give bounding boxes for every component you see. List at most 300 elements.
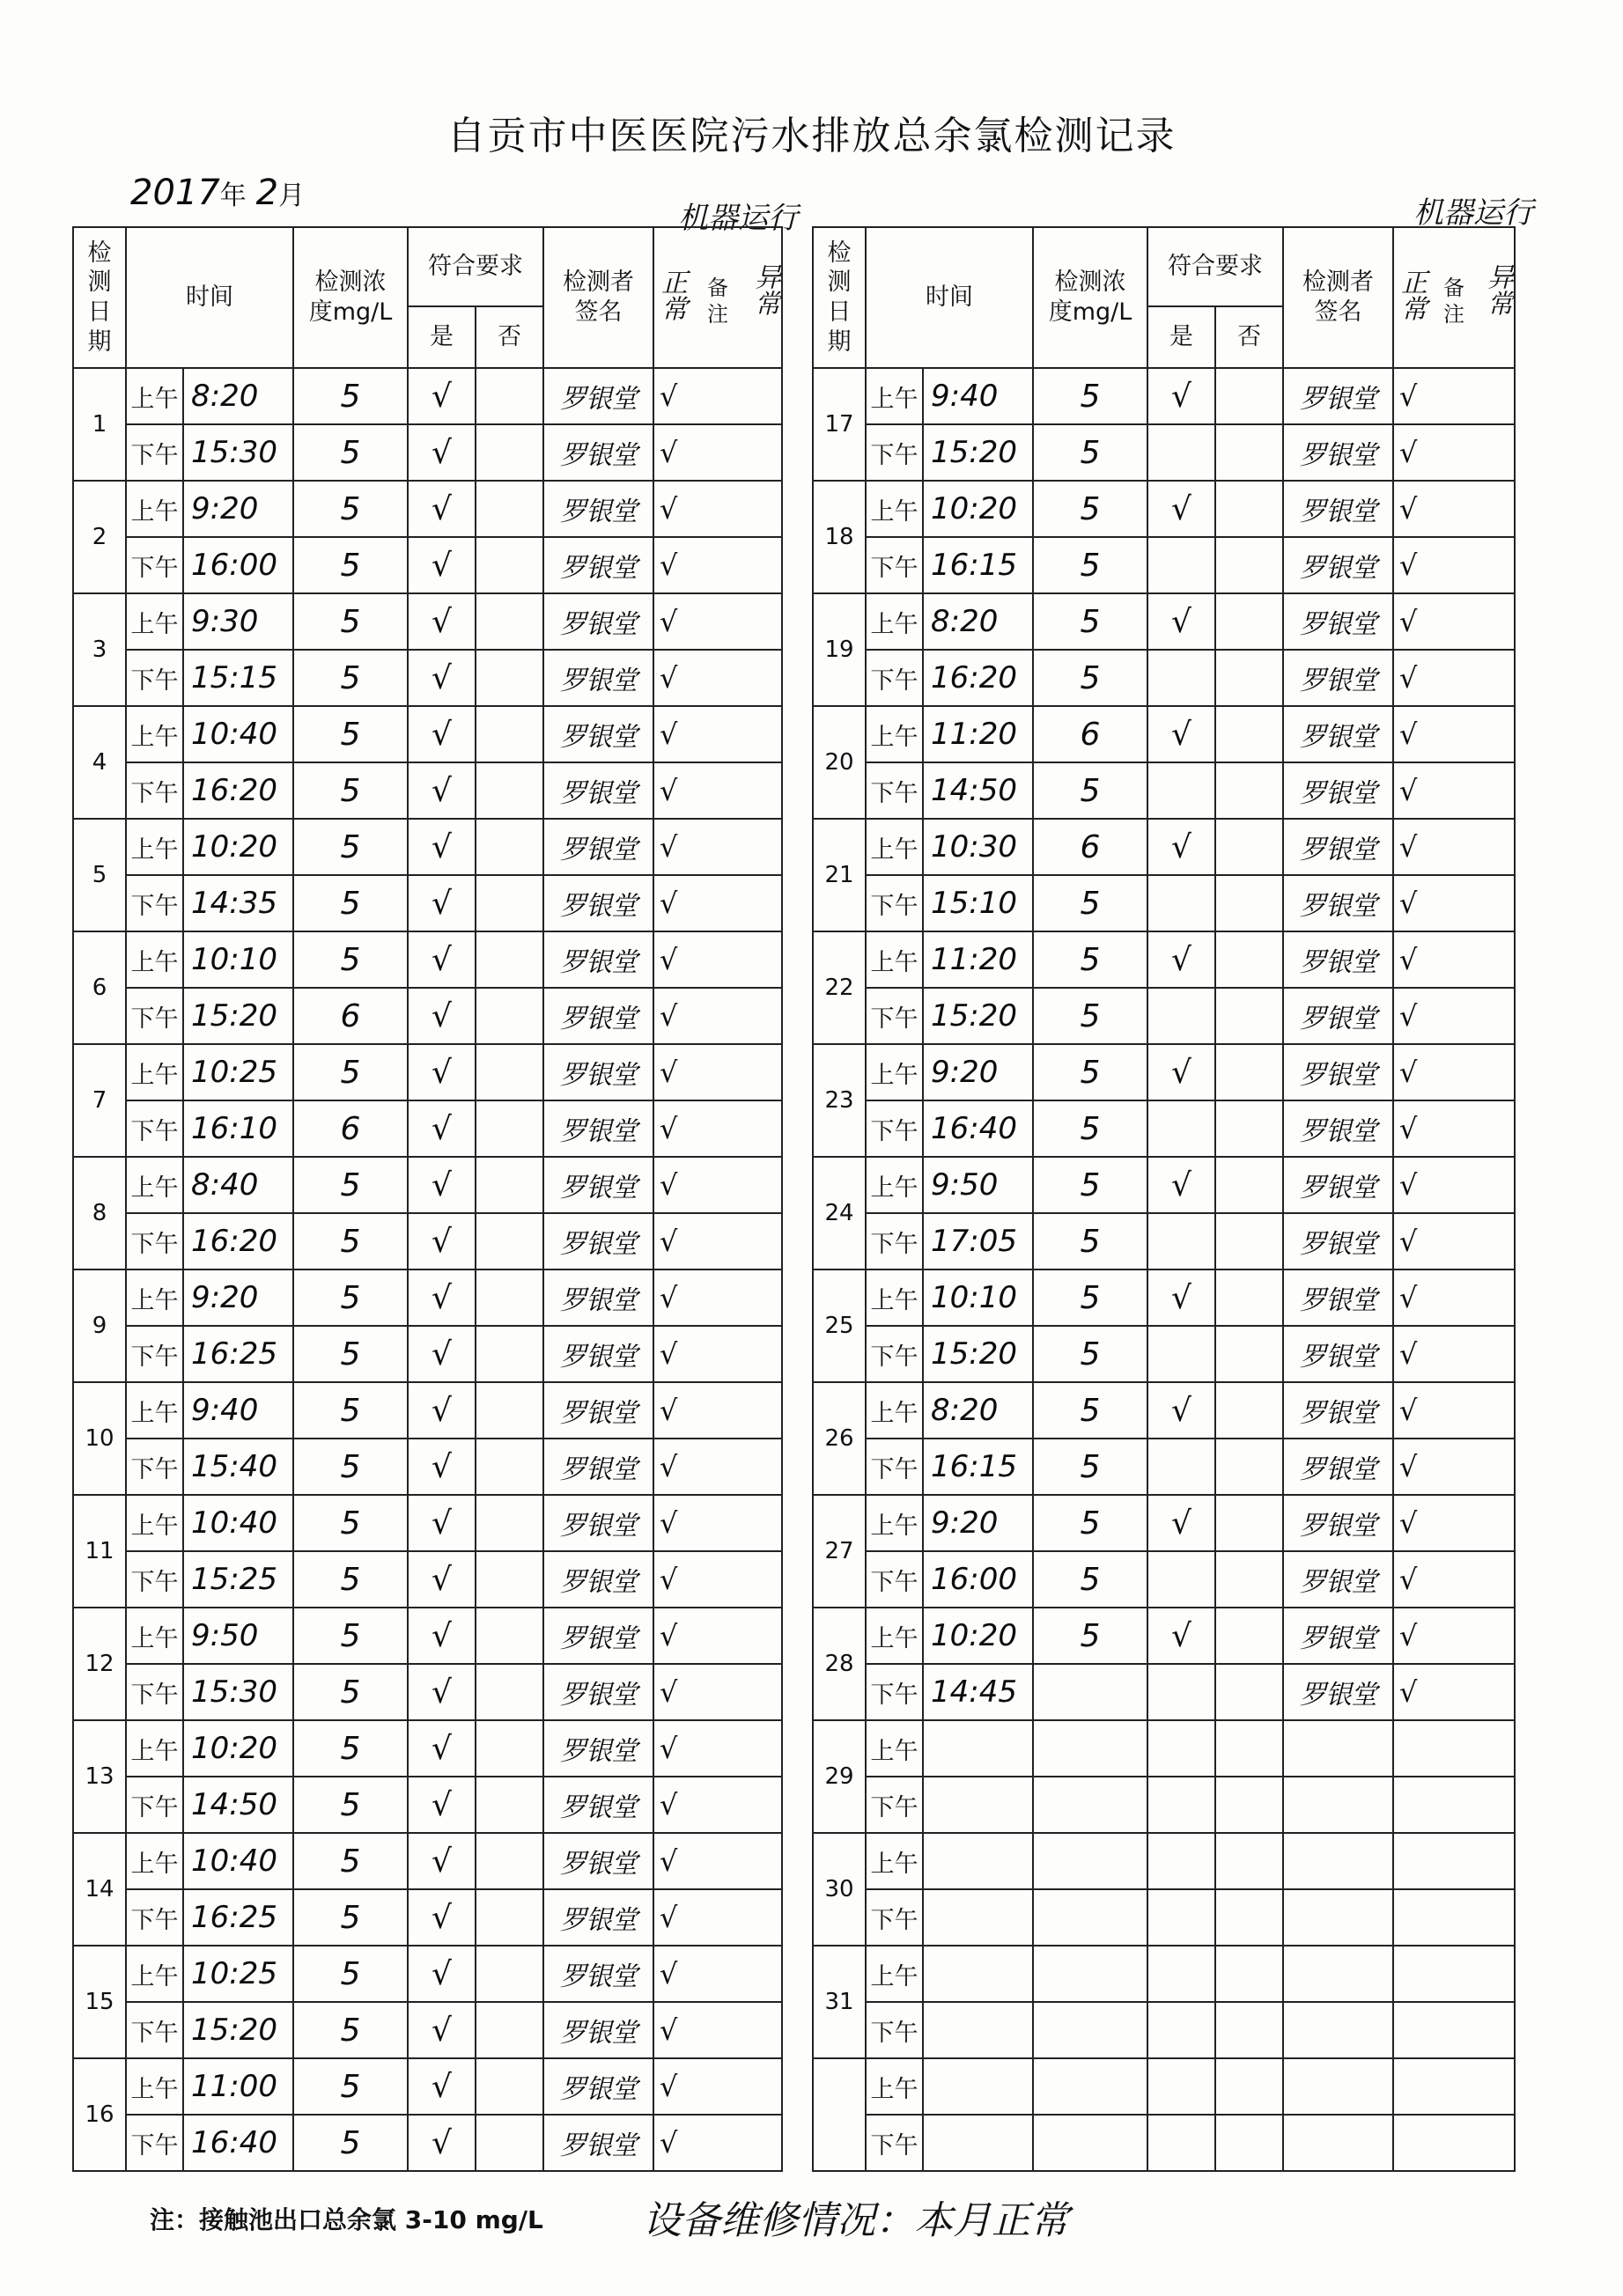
table-row	[813, 2002, 1515, 2058]
remark-normal-mark: √	[653, 537, 782, 593]
inspector-signature: 罗银堂	[543, 1044, 653, 1100]
inspector-signature	[1283, 2115, 1393, 2171]
header-inspector: 检测者 签名	[1283, 227, 1393, 368]
inspector-signature: 罗银堂	[543, 1946, 653, 2002]
table-row	[813, 931, 1515, 988]
day-number: 25	[813, 1269, 866, 1382]
concentration-value: 5	[293, 819, 408, 875]
inspector-signature	[1283, 1946, 1393, 2002]
table-row	[813, 1269, 1515, 1326]
period-label: 上午	[126, 1382, 183, 1439]
period-label: 下午	[866, 2115, 923, 2171]
remark-normal-mark: √	[653, 1044, 782, 1100]
date-month-unit: 月	[278, 180, 306, 211]
inspector-signature: 罗银堂	[1283, 819, 1393, 875]
compliance-yes-mark: √	[408, 1664, 476, 1720]
compliance-no-mark	[1215, 593, 1283, 650]
compliance-yes-mark: √	[1147, 593, 1215, 650]
compliance-no-mark	[1215, 2058, 1283, 2115]
header-concentration: 检测浓 度mg/L	[293, 227, 408, 368]
inspector-signature: 罗银堂	[1283, 1044, 1393, 1100]
table-row	[73, 988, 782, 1044]
remark-normal-mark: √	[653, 481, 782, 537]
table-row	[73, 1608, 782, 1664]
compliance-no-mark	[476, 931, 543, 988]
remark-normal-mark: √	[1393, 1439, 1515, 1495]
compliance-yes-mark: √	[408, 1269, 476, 1326]
inspector-signature: 罗银堂	[1283, 875, 1393, 931]
day-number: 20	[813, 706, 866, 819]
table-row	[813, 424, 1515, 481]
period-label: 上午	[866, 2058, 923, 2115]
time-value: 11:00	[183, 2058, 293, 2115]
table-row	[73, 1382, 782, 1439]
inspector-signature: 罗银堂	[543, 988, 653, 1044]
table-row	[73, 819, 782, 875]
concentration-value: 5	[293, 593, 408, 650]
concentration-value: 5	[293, 1664, 408, 1720]
period-label: 下午	[126, 1213, 183, 1269]
period-label: 下午	[866, 537, 923, 593]
time-value: 8:40	[183, 1157, 293, 1213]
remark-normal-mark: √	[1393, 1664, 1515, 1720]
date-month: 2	[255, 173, 279, 213]
time-value: 15:30	[183, 1664, 293, 1720]
day-number	[813, 2058, 866, 2171]
time-value: 15:30	[183, 424, 293, 481]
concentration-value: 5	[1033, 424, 1147, 481]
table-row	[813, 1439, 1515, 1495]
table-row	[73, 875, 782, 931]
time-value: 9:40	[923, 368, 1033, 424]
day-number: 2	[73, 481, 126, 593]
period-label: 下午	[126, 1664, 183, 1720]
remark-normal-mark: √	[653, 875, 782, 931]
concentration-value: 5	[293, 1777, 408, 1833]
compliance-no-mark	[476, 762, 543, 819]
compliance-yes-mark	[1147, 424, 1215, 481]
compliance-no-mark	[476, 1777, 543, 1833]
compliance-no-mark	[476, 988, 543, 1044]
concentration-value: 5	[293, 1946, 408, 2002]
time-value: 8:20	[923, 593, 1033, 650]
time-value	[923, 2002, 1033, 2058]
table-row	[73, 2002, 782, 2058]
inspector-signature: 罗银堂	[543, 875, 653, 931]
inspector-signature: 罗银堂	[1283, 1157, 1393, 1213]
compliance-no-mark	[476, 1382, 543, 1439]
concentration-value: 5	[293, 1495, 408, 1551]
table-row	[813, 1044, 1515, 1100]
remark-normal-mark: √	[653, 1100, 782, 1157]
concentration-value: 5	[1033, 1100, 1147, 1157]
compliance-yes-mark: √	[408, 537, 476, 593]
table-row	[813, 1213, 1515, 1269]
inspector-signature: 罗银堂	[543, 819, 653, 875]
table-row	[73, 1889, 782, 1946]
compliance-yes-mark: √	[1147, 1269, 1215, 1326]
compliance-yes-mark: √	[1147, 706, 1215, 762]
compliance-yes-mark	[1147, 537, 1215, 593]
period-label: 下午	[866, 1100, 923, 1157]
header-no: 否	[1215, 306, 1283, 368]
compliance-yes-mark: √	[408, 988, 476, 1044]
remark-normal-mark: √	[653, 1551, 782, 1608]
table-row	[73, 1157, 782, 1213]
concentration-value: 5	[293, 1608, 408, 1664]
period-label: 下午	[866, 988, 923, 1044]
inspector-signature: 罗银堂	[543, 424, 653, 481]
inspector-signature: 罗银堂	[543, 2002, 653, 2058]
concentration-value: 6	[293, 988, 408, 1044]
inspector-signature: 罗银堂	[543, 1439, 653, 1495]
table-row	[73, 1664, 782, 1720]
remark-normal-mark: √	[1393, 762, 1515, 819]
time-value: 16:20	[183, 762, 293, 819]
compliance-no-mark	[1215, 481, 1283, 537]
time-value	[923, 2115, 1033, 2171]
concentration-value: 5	[1033, 875, 1147, 931]
inspector-signature	[1283, 1720, 1393, 1777]
compliance-no-mark	[476, 819, 543, 875]
inspector-signature: 罗银堂	[543, 481, 653, 537]
remark-normal-mark: √	[1393, 481, 1515, 537]
remark-normal-mark: √	[1393, 988, 1515, 1044]
day-number: 22	[813, 931, 866, 1044]
compliance-yes-mark	[1147, 762, 1215, 819]
compliance-no-mark	[476, 368, 543, 424]
inspector-signature	[1283, 1833, 1393, 1889]
inspector-signature: 罗银堂	[543, 1777, 653, 1833]
compliance-no-mark	[476, 1044, 543, 1100]
compliance-no-mark	[476, 1100, 543, 1157]
concentration-value	[1033, 2115, 1147, 2171]
day-number: 29	[813, 1720, 866, 1833]
compliance-yes-mark	[1147, 1551, 1215, 1608]
compliance-yes-mark: √	[408, 1213, 476, 1269]
compliance-yes-mark: √	[408, 2058, 476, 2115]
compliance-no-mark	[476, 1326, 543, 1382]
table-row	[73, 1720, 782, 1777]
concentration-value: 5	[293, 1157, 408, 1213]
time-value: 10:25	[183, 1044, 293, 1100]
inspector-signature: 罗银堂	[543, 2115, 653, 2171]
time-value: 10:10	[183, 931, 293, 988]
time-value: 16:40	[923, 1100, 1033, 1157]
compliance-yes-mark: √	[1147, 1157, 1215, 1213]
inspector-signature: 罗银堂	[543, 368, 653, 424]
compliance-yes-mark	[1147, 1326, 1215, 1382]
table-row	[73, 1439, 782, 1495]
concentration-value: 5	[293, 1720, 408, 1777]
period-label: 下午	[866, 1777, 923, 1833]
period-label: 下午	[126, 650, 183, 706]
compliance-no-mark	[1215, 931, 1283, 988]
concentration-value: 5	[1033, 1213, 1147, 1269]
table-row	[73, 1495, 782, 1551]
remark-normal-mark: √	[1393, 537, 1515, 593]
period-label: 上午	[126, 1720, 183, 1777]
compliance-no-mark	[1215, 537, 1283, 593]
compliance-yes-mark: √	[408, 1551, 476, 1608]
table-row	[813, 1382, 1515, 1439]
table-row	[813, 1608, 1515, 1664]
concentration-value	[1033, 1777, 1147, 1833]
inspector-signature: 罗银堂	[543, 1326, 653, 1382]
time-value: 16:15	[923, 1439, 1033, 1495]
day-number: 10	[73, 1382, 126, 1495]
remark-normal-mark	[1393, 2002, 1515, 2058]
time-value: 14:50	[923, 762, 1033, 819]
compliance-yes-mark: √	[408, 875, 476, 931]
inspector-signature: 罗银堂	[1283, 1100, 1393, 1157]
compliance-no-mark	[1215, 1495, 1283, 1551]
compliance-yes-mark: √	[408, 1777, 476, 1833]
time-value: 16:15	[923, 537, 1033, 593]
period-label: 上午	[866, 1946, 923, 2002]
remark-normal-mark: √	[1393, 424, 1515, 481]
inspector-signature: 罗银堂	[1283, 1382, 1393, 1439]
compliance-yes-mark	[1147, 2058, 1215, 2115]
inspector-signature: 罗银堂	[543, 1100, 653, 1157]
table-row	[73, 593, 782, 650]
table-row	[813, 1833, 1515, 1889]
concentration-value: 5	[293, 1833, 408, 1889]
footer-handwriting: 设备维修情况：本月正常	[643, 2198, 1069, 2243]
time-value: 9:20	[183, 1269, 293, 1326]
time-value: 15:20	[923, 1326, 1033, 1382]
compliance-yes-mark: √	[408, 1608, 476, 1664]
concentration-value: 5	[293, 2002, 408, 2058]
compliance-yes-mark: √	[408, 424, 476, 481]
day-number: 8	[73, 1157, 126, 1269]
period-label: 上午	[866, 1495, 923, 1551]
inspector-signature	[1283, 1889, 1393, 1946]
top-note-right: 机器运行	[1413, 195, 1533, 231]
compliance-yes-mark: √	[408, 481, 476, 537]
day-number: 19	[813, 593, 866, 706]
period-label: 上午	[126, 1269, 183, 1326]
inspector-signature: 罗银堂	[543, 1157, 653, 1213]
compliance-yes-mark	[1147, 1889, 1215, 1946]
inspector-signature: 罗银堂	[543, 762, 653, 819]
compliance-yes-mark: √	[1147, 931, 1215, 988]
time-value: 11:20	[923, 706, 1033, 762]
period-label: 上午	[126, 931, 183, 988]
header-no: 否	[476, 306, 543, 368]
compliance-no-mark	[1215, 1889, 1283, 1946]
concentration-value: 5	[293, 931, 408, 988]
table-row	[813, 1664, 1515, 1720]
compliance-yes-mark: √	[408, 2115, 476, 2171]
period-label: 下午	[866, 1551, 923, 1608]
period-label: 上午	[126, 819, 183, 875]
day-number: 1	[73, 368, 126, 481]
time-value: 9:50	[923, 1157, 1033, 1213]
concentration-value: 5	[1033, 1608, 1147, 1664]
time-value: 10:25	[183, 1946, 293, 2002]
compliance-no-mark	[476, 2002, 543, 2058]
compliance-yes-mark: √	[408, 1946, 476, 2002]
inspector-signature: 罗银堂	[543, 1495, 653, 1551]
table-row	[73, 424, 782, 481]
period-label: 下午	[126, 875, 183, 931]
header-remarks: 正常 备 注 异常	[1393, 227, 1515, 368]
day-number: 30	[813, 1833, 866, 1946]
compliance-no-mark	[1215, 2115, 1283, 2171]
remark-normal-mark	[1393, 1720, 1515, 1777]
period-label: 下午	[866, 1439, 923, 1495]
page-title: 自贡市中医医院污水排放总余氯检测记录	[446, 114, 1177, 158]
inspector-signature: 罗银堂	[1283, 481, 1393, 537]
remark-normal-mark: √	[653, 1664, 782, 1720]
compliance-yes-mark: √	[1147, 1382, 1215, 1439]
compliance-yes-mark: √	[408, 931, 476, 988]
remark-normal-mark	[1393, 2058, 1515, 2115]
remark-normal-mark: √	[653, 1833, 782, 1889]
time-value: 16:25	[183, 1326, 293, 1382]
time-value: 15:20	[183, 2002, 293, 2058]
remark-normal-mark: √	[653, 1946, 782, 2002]
inspector-signature: 罗银堂	[543, 2058, 653, 2115]
period-label: 下午	[866, 1889, 923, 1946]
compliance-yes-mark: √	[1147, 819, 1215, 875]
compliance-yes-mark	[1147, 2115, 1215, 2171]
header-day: 检 测 日 期	[73, 227, 126, 368]
period-label: 上午	[126, 706, 183, 762]
compliance-no-mark	[1215, 1382, 1283, 1439]
day-number: 6	[73, 931, 126, 1044]
period-label: 上午	[866, 1157, 923, 1213]
time-value: 16:10	[183, 1100, 293, 1157]
day-number: 12	[73, 1608, 126, 1720]
compliance-yes-mark	[1147, 1777, 1215, 1833]
concentration-value: 6	[293, 1100, 408, 1157]
period-label: 下午	[126, 424, 183, 481]
remark-normal-mark: √	[653, 819, 782, 875]
table-row	[813, 819, 1515, 875]
inspector-signature: 罗银堂	[1283, 706, 1393, 762]
period-label: 下午	[126, 2002, 183, 2058]
time-value: 10:40	[183, 1833, 293, 1889]
period-label: 上午	[866, 931, 923, 988]
inspector-signature	[1283, 2058, 1393, 2115]
compliance-yes-mark: √	[1147, 481, 1215, 537]
compliance-no-mark	[1215, 1100, 1283, 1157]
compliance-yes-mark	[1147, 650, 1215, 706]
period-label: 上午	[126, 1946, 183, 2002]
compliance-no-mark	[476, 1833, 543, 1889]
time-value: 9:20	[923, 1044, 1033, 1100]
day-number: 11	[73, 1495, 126, 1608]
header-day: 检 测 日 期	[813, 227, 866, 368]
compliance-yes-mark: √	[408, 1100, 476, 1157]
remark-normal-mark: √	[653, 2115, 782, 2171]
compliance-yes-mark: √	[408, 368, 476, 424]
compliance-yes-mark: √	[408, 1889, 476, 1946]
compliance-no-mark	[1215, 706, 1283, 762]
remark-normal-mark: √	[653, 650, 782, 706]
time-value: 14:50	[183, 1777, 293, 1833]
concentration-value: 5	[293, 2115, 408, 2171]
period-label: 下午	[866, 762, 923, 819]
table-row	[813, 2058, 1515, 2115]
period-label: 下午	[126, 988, 183, 1044]
remark-normal-mark: √	[653, 2002, 782, 2058]
compliance-no-mark	[476, 1664, 543, 1720]
compliance-no-mark	[476, 2058, 543, 2115]
day-number: 7	[73, 1044, 126, 1157]
compliance-no-mark	[476, 706, 543, 762]
table-row	[73, 1269, 782, 1326]
time-value: 15:10	[923, 875, 1033, 931]
inspector-signature	[1283, 1777, 1393, 1833]
remark-normal-mark: √	[1393, 368, 1515, 424]
header-compliance: 符合要求	[1147, 227, 1283, 306]
compliance-yes-mark	[1147, 988, 1215, 1044]
remark-normal-mark: √	[1393, 650, 1515, 706]
concentration-value: 5	[1033, 368, 1147, 424]
remark-normal-mark: √	[1393, 875, 1515, 931]
time-value: 9:30	[183, 593, 293, 650]
concentration-value: 6	[1033, 706, 1147, 762]
header-yes: 是	[1147, 306, 1215, 368]
compliance-yes-mark	[1147, 875, 1215, 931]
time-value: 10:20	[923, 481, 1033, 537]
inspector-signature: 罗银堂	[543, 593, 653, 650]
period-label: 上午	[126, 368, 183, 424]
compliance-no-mark	[1215, 1551, 1283, 1608]
compliance-yes-mark: √	[408, 1495, 476, 1551]
compliance-yes-mark: √	[408, 1720, 476, 1777]
remark-abnormal-label: 异常	[749, 263, 780, 316]
day-number: 18	[813, 481, 866, 593]
remark-normal-mark: √	[653, 368, 782, 424]
inspector-signature: 罗银堂	[1283, 1551, 1393, 1608]
remark-normal-mark: √	[653, 1269, 782, 1326]
concentration-value: 5	[1033, 1382, 1147, 1439]
compliance-no-mark	[476, 2115, 543, 2171]
inspector-signature: 罗银堂	[543, 931, 653, 988]
remark-normal-mark: √	[653, 706, 782, 762]
concentration-value	[1033, 1889, 1147, 1946]
table-row	[73, 368, 782, 424]
compliance-no-mark	[476, 1213, 543, 1269]
period-label: 上午	[126, 593, 183, 650]
time-value: 16:20	[183, 1213, 293, 1269]
period-label: 下午	[126, 1100, 183, 1157]
compliance-no-mark	[476, 1946, 543, 2002]
time-value: 11:20	[923, 931, 1033, 988]
table-row	[813, 481, 1515, 537]
period-label: 上午	[126, 1157, 183, 1213]
period-label: 上午	[126, 1044, 183, 1100]
period-label: 上午	[866, 593, 923, 650]
concentration-value: 5	[293, 1044, 408, 1100]
time-value	[923, 1777, 1033, 1833]
concentration-value: 5	[1033, 1495, 1147, 1551]
table-row	[813, 1551, 1515, 1608]
inspector-signature: 罗银堂	[1283, 650, 1393, 706]
compliance-no-mark	[1215, 1720, 1283, 1777]
time-value: 10:40	[183, 706, 293, 762]
compliance-no-mark	[1215, 1439, 1283, 1495]
remark-normal-mark: √	[1393, 1495, 1515, 1551]
concentration-value: 5	[1033, 1269, 1147, 1326]
remark-normal-mark: √	[1393, 1551, 1515, 1608]
remark-normal-mark: √	[653, 1326, 782, 1382]
compliance-yes-mark	[1147, 2002, 1215, 2058]
